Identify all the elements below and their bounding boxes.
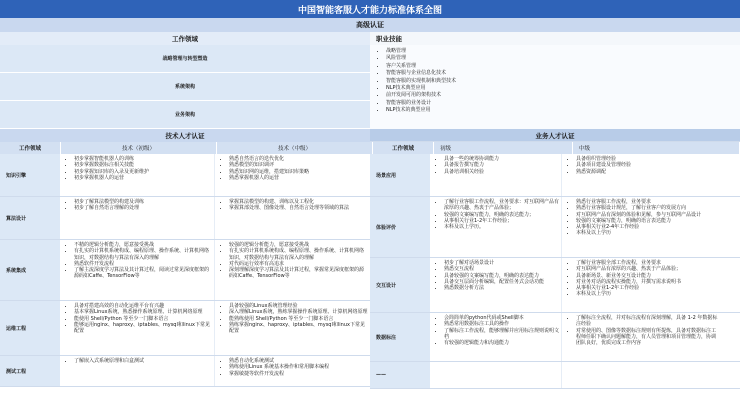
skill-item: • NLP技术典型应用: [386, 85, 740, 92]
biz-skill-cell: [562, 258, 720, 312]
column-headers: [0, 142, 740, 154]
top-header-row: [0, 32, 740, 45]
skill-item: • 熟练掌握nginx、haproxy、iptables、mysql和linux下常见配置: [229, 322, 368, 335]
skill-item: • 较强的文案编写能力，明确的表达能力；: [444, 212, 559, 218]
biz-area-label: 数据标注: [370, 313, 430, 361]
tech-area-label: 系统集成: [0, 240, 60, 300]
tech-skill-cell: [60, 356, 215, 386]
biz-row: [370, 258, 740, 313]
section-headers: [0, 129, 740, 142]
tech-row: [0, 356, 370, 387]
skill-item: • 熟悉数据分析方法: [444, 285, 559, 291]
skill-item: • 了解行业客服工作流程，业务要求：对互联网产品有浓厚的兴趣、热衷于产品体验；: [444, 199, 559, 212]
biz-skill-cell: [562, 197, 720, 257]
skill-item: • 掌握算法模型的构建、训练以及工程化: [229, 199, 368, 205]
biz-row: [370, 197, 740, 258]
biz-skill-cell: [430, 258, 562, 312]
biz-area-label: 交互设计: [370, 258, 430, 312]
senior-skill-list: [376, 48, 740, 115]
skill-item: • 客户关系管理: [386, 63, 740, 70]
tech-section-title: 技术人才认证: [0, 129, 370, 142]
skill-item: • 具备一些的统筹协调能力: [444, 156, 559, 162]
skill-item: • 熟悉自动化系统测试: [229, 358, 368, 364]
skill-item: • 掌握算部处理、图像处理、自然语言处理等领域的算法: [229, 205, 368, 211]
tech-row: [0, 154, 370, 197]
tech-row: [0, 301, 370, 356]
biz-area-label: 体验评价: [370, 197, 430, 257]
skill-item: • 初步掌握数据标注相关技能: [74, 162, 212, 168]
skill-item: • 较强的逻辑分析能力，愿意接受挑战: [229, 242, 368, 248]
skill-item: • 会简简单的python代码或Shell脚本: [444, 315, 559, 321]
skill-item: • 能熟练使用 Shell/Python 等至少一门脚本语言: [229, 316, 368, 322]
skill-item: • 初步了解对话场景设计: [444, 260, 559, 266]
skill-item: • 熟悉行业客服设计规范，了解行业客户的发展方向: [576, 205, 718, 211]
skill-item: • 了解行业客服全部工作流程，业务要求: [576, 260, 718, 266]
skill-item: • 本科及以上学历。: [444, 224, 559, 230]
biz-col-mid: 中级: [573, 142, 740, 154]
tech-skill-cell: [215, 154, 370, 196]
skills-header: 职业技能: [370, 32, 740, 45]
skill-item: • 了解标注工作流程，能够理解并应用标注规则说明文档: [444, 328, 559, 341]
skill-item: • 具备对搭建高效的自动化运维平台有兴趣: [74, 303, 212, 309]
skill-item: • 有扎实的计算机系统构成、编程原理、操作系统、计算机网络知识，对数据结构与算法有深入的理解: [74, 248, 212, 261]
skill-item: • 战略管理: [386, 48, 740, 55]
skill-item: • 基本掌握Linux系统，熟悉操作系统原理、计算机网络原理: [74, 309, 212, 315]
biz-row: [370, 362, 740, 389]
skill-item: • 对互联网产品有浓厚的兴趣、热衷于产品体验；: [576, 266, 718, 272]
area-strategy: 战略管理与转型塑造: [0, 45, 370, 73]
skill-item: • 初步了解自然语言理解的处理: [74, 205, 212, 211]
senior-block: [0, 45, 740, 129]
skill-item: • 熟练使用Linux 系统基本操作和常用脚本编程: [229, 364, 368, 370]
skill-item: • 具备较强的Linux系统管理经验: [229, 303, 368, 309]
skill-item: • 了解嵌入式系统原理和白盒测试: [74, 358, 212, 364]
skill-item: • 具备报告撰写能力: [444, 162, 559, 168]
skill-item: • 对代码运行效率有高追求: [229, 261, 368, 267]
skill-item: • 较强的文案编写能力，明确的语言表达能力: [576, 218, 718, 224]
skill-item: • 对业务对话的流程实操能力，并撰写需求说明书: [576, 279, 718, 285]
tech-skill-cell: [60, 154, 215, 196]
biz-skill-cell: [430, 197, 562, 257]
tech-skill-cell: [215, 240, 370, 300]
skill-item: • 能使用 Shell/Python 等至少一门脚本语言: [74, 316, 212, 322]
biz-skill-cell: [430, 362, 562, 388]
skill-item: • 对常使用的、图像等数据标注规则有所提炼，具备对数据标注工程师任职下确认问题解能力，有人员管理和项目管理能力，协调团队良好，优质完成工作内容: [576, 328, 718, 347]
tech-row: [0, 197, 370, 240]
tech-table: [0, 154, 370, 389]
skill-item: • 熟悉常用数据标注工具的操作: [444, 321, 559, 327]
tech-skill-cell: [60, 301, 215, 355]
tech-area-label: 运维工程: [0, 301, 60, 355]
biz-area-label: ——: [370, 362, 430, 388]
skill-item: • 具备新场景、新业务交互设计能力: [576, 273, 718, 279]
skill-item: • 熟悉模型的知识调评: [229, 162, 368, 168]
area-system: 系统架构: [0, 73, 370, 101]
skill-item: • 熟悉软件开发流程: [74, 261, 212, 267]
skill-item: • 了解标注全流程，并对标注流程有深刻理解，具备 1-2 年数据标注经验: [576, 315, 718, 328]
skill-item: • 有较强的逻辑能力和沟通能力: [444, 340, 559, 346]
biz-col-junior: 初级: [434, 142, 573, 154]
skill-item: • 具备培训相关经验: [444, 169, 559, 175]
skill-item: • 熟悉自然语言的迭代优化: [229, 156, 368, 162]
skill-item: • 掌握敏捷等软件开发流程: [229, 371, 368, 377]
skill-item: • 智能客服与企业信息化技术: [386, 70, 740, 77]
level-banner: 高级认证: [0, 18, 740, 32]
skill-item: • 风险管理: [386, 55, 740, 62]
tech-skill-cell: [215, 197, 370, 239]
tech-skill-cell: [215, 301, 370, 355]
skill-item: • 从事相关行业2-4年工作经验: [576, 224, 718, 230]
tech-area-label: 知识引擎: [0, 154, 60, 196]
skill-item: • 熟悉交互流程: [444, 266, 559, 272]
skill-item: • 熟悉知识网的运维，搭建知识库策略: [229, 169, 368, 175]
skill-item: • 具备交互层面分析编辑，配置任务式会话功能: [444, 279, 559, 285]
biz-section-title: 业务人才认证: [370, 129, 740, 142]
area-business: 业务架构: [0, 101, 370, 129]
skill-item: • 智能客服的业务设计: [386, 100, 740, 107]
skill-item: • 从事相关行业1-2年工作经验；: [444, 218, 559, 224]
skill-item: • 熟悉行业客服工作流程，业务要求: [576, 199, 718, 205]
skill-item: • 本科及以上学历: [576, 291, 718, 297]
biz-skill-cell: [430, 313, 562, 361]
skill-item: • NLP技术的典型应用: [386, 107, 740, 114]
skill-item: • 初步掌握机器人的运营: [74, 175, 212, 181]
skill-item: • 了解主流深度学习算法及其计算过程，阅读过常见深度框架的源码如Caffe、TensorFlow等: [74, 267, 212, 280]
tech-row: [0, 240, 370, 301]
skill-item: • 具备组织管理经验: [576, 156, 718, 162]
biz-area-label: 场景应用: [370, 154, 430, 196]
skill-item: • 熟悉掌握机器人的运营: [229, 175, 368, 181]
biz-table: [370, 154, 740, 389]
skill-item: • 具备较强的文案编写能力，明确的表达能力: [444, 273, 559, 279]
skill-item: • 本科及以上学历: [576, 230, 718, 236]
tech-area-label: 算法设计: [0, 197, 60, 239]
detail-body: [0, 154, 740, 389]
skill-item: • 从事相关行业1-2年工作经验: [576, 285, 718, 291]
biz-row: [370, 313, 740, 362]
biz-skill-cell: [562, 313, 720, 361]
work-area-header: 工作领域: [0, 32, 370, 45]
skill-item: • 初步掌握知识库的入录及更新维护: [74, 169, 212, 175]
tech-area-label: 测试工程: [0, 356, 60, 386]
skill-item: • 智能客服的实现机制和典型技术: [386, 78, 740, 85]
skill-item: • 具备项目建设及管理经验: [576, 162, 718, 168]
tech-skill-cell: [60, 197, 215, 239]
biz-col-area: 工作领域: [373, 142, 434, 154]
skill-item: • 熟悉资源调配: [576, 169, 718, 175]
skill-item: • 前开发阅可用的架构技术: [386, 92, 740, 99]
skill-item: • 有扎实的计算机系统构成、编程原理、操作系统、计算机网络知识，对数据结构与算法有深入的理解: [229, 248, 368, 261]
skill-item: • 能够运用nginx、haproxy、iptables、mysql和linux下常见配置: [74, 322, 212, 335]
skill-item: • 初步掌握智能机器人的训练: [74, 156, 212, 162]
tech-col-area: 工作领域: [0, 142, 61, 154]
tech-col-junior: 技术（初级）: [61, 142, 217, 154]
tech-skill-cell: [215, 356, 370, 386]
skill-item: • 不精的逻辑分析能力，愿意接受挑战: [74, 242, 212, 248]
biz-skill-cell: [562, 154, 720, 196]
biz-row: [370, 154, 740, 197]
biz-skill-cell: [430, 154, 562, 196]
biz-skill-cell: [562, 362, 720, 388]
tech-skill-cell: [60, 240, 215, 300]
page-title: 中国智能客服人才能力标准体系全图: [0, 0, 740, 18]
tech-col-mid: 技术（中级）: [217, 142, 373, 154]
skill-item: • 初步了解算法模型的构建及训练: [74, 199, 212, 205]
skill-item: • 深入理解Linux系统，熟练掌握操作系统原理、计算机网络原理: [229, 309, 368, 315]
skill-item: • 深刻理解深度学习算法及其计算过程，掌握常见深度框架的源码如Caffe、TensorFlow等: [229, 267, 368, 280]
skill-item: • 对互联网产品有深刻的体验和见解，参与互联网产品设计: [576, 212, 718, 218]
